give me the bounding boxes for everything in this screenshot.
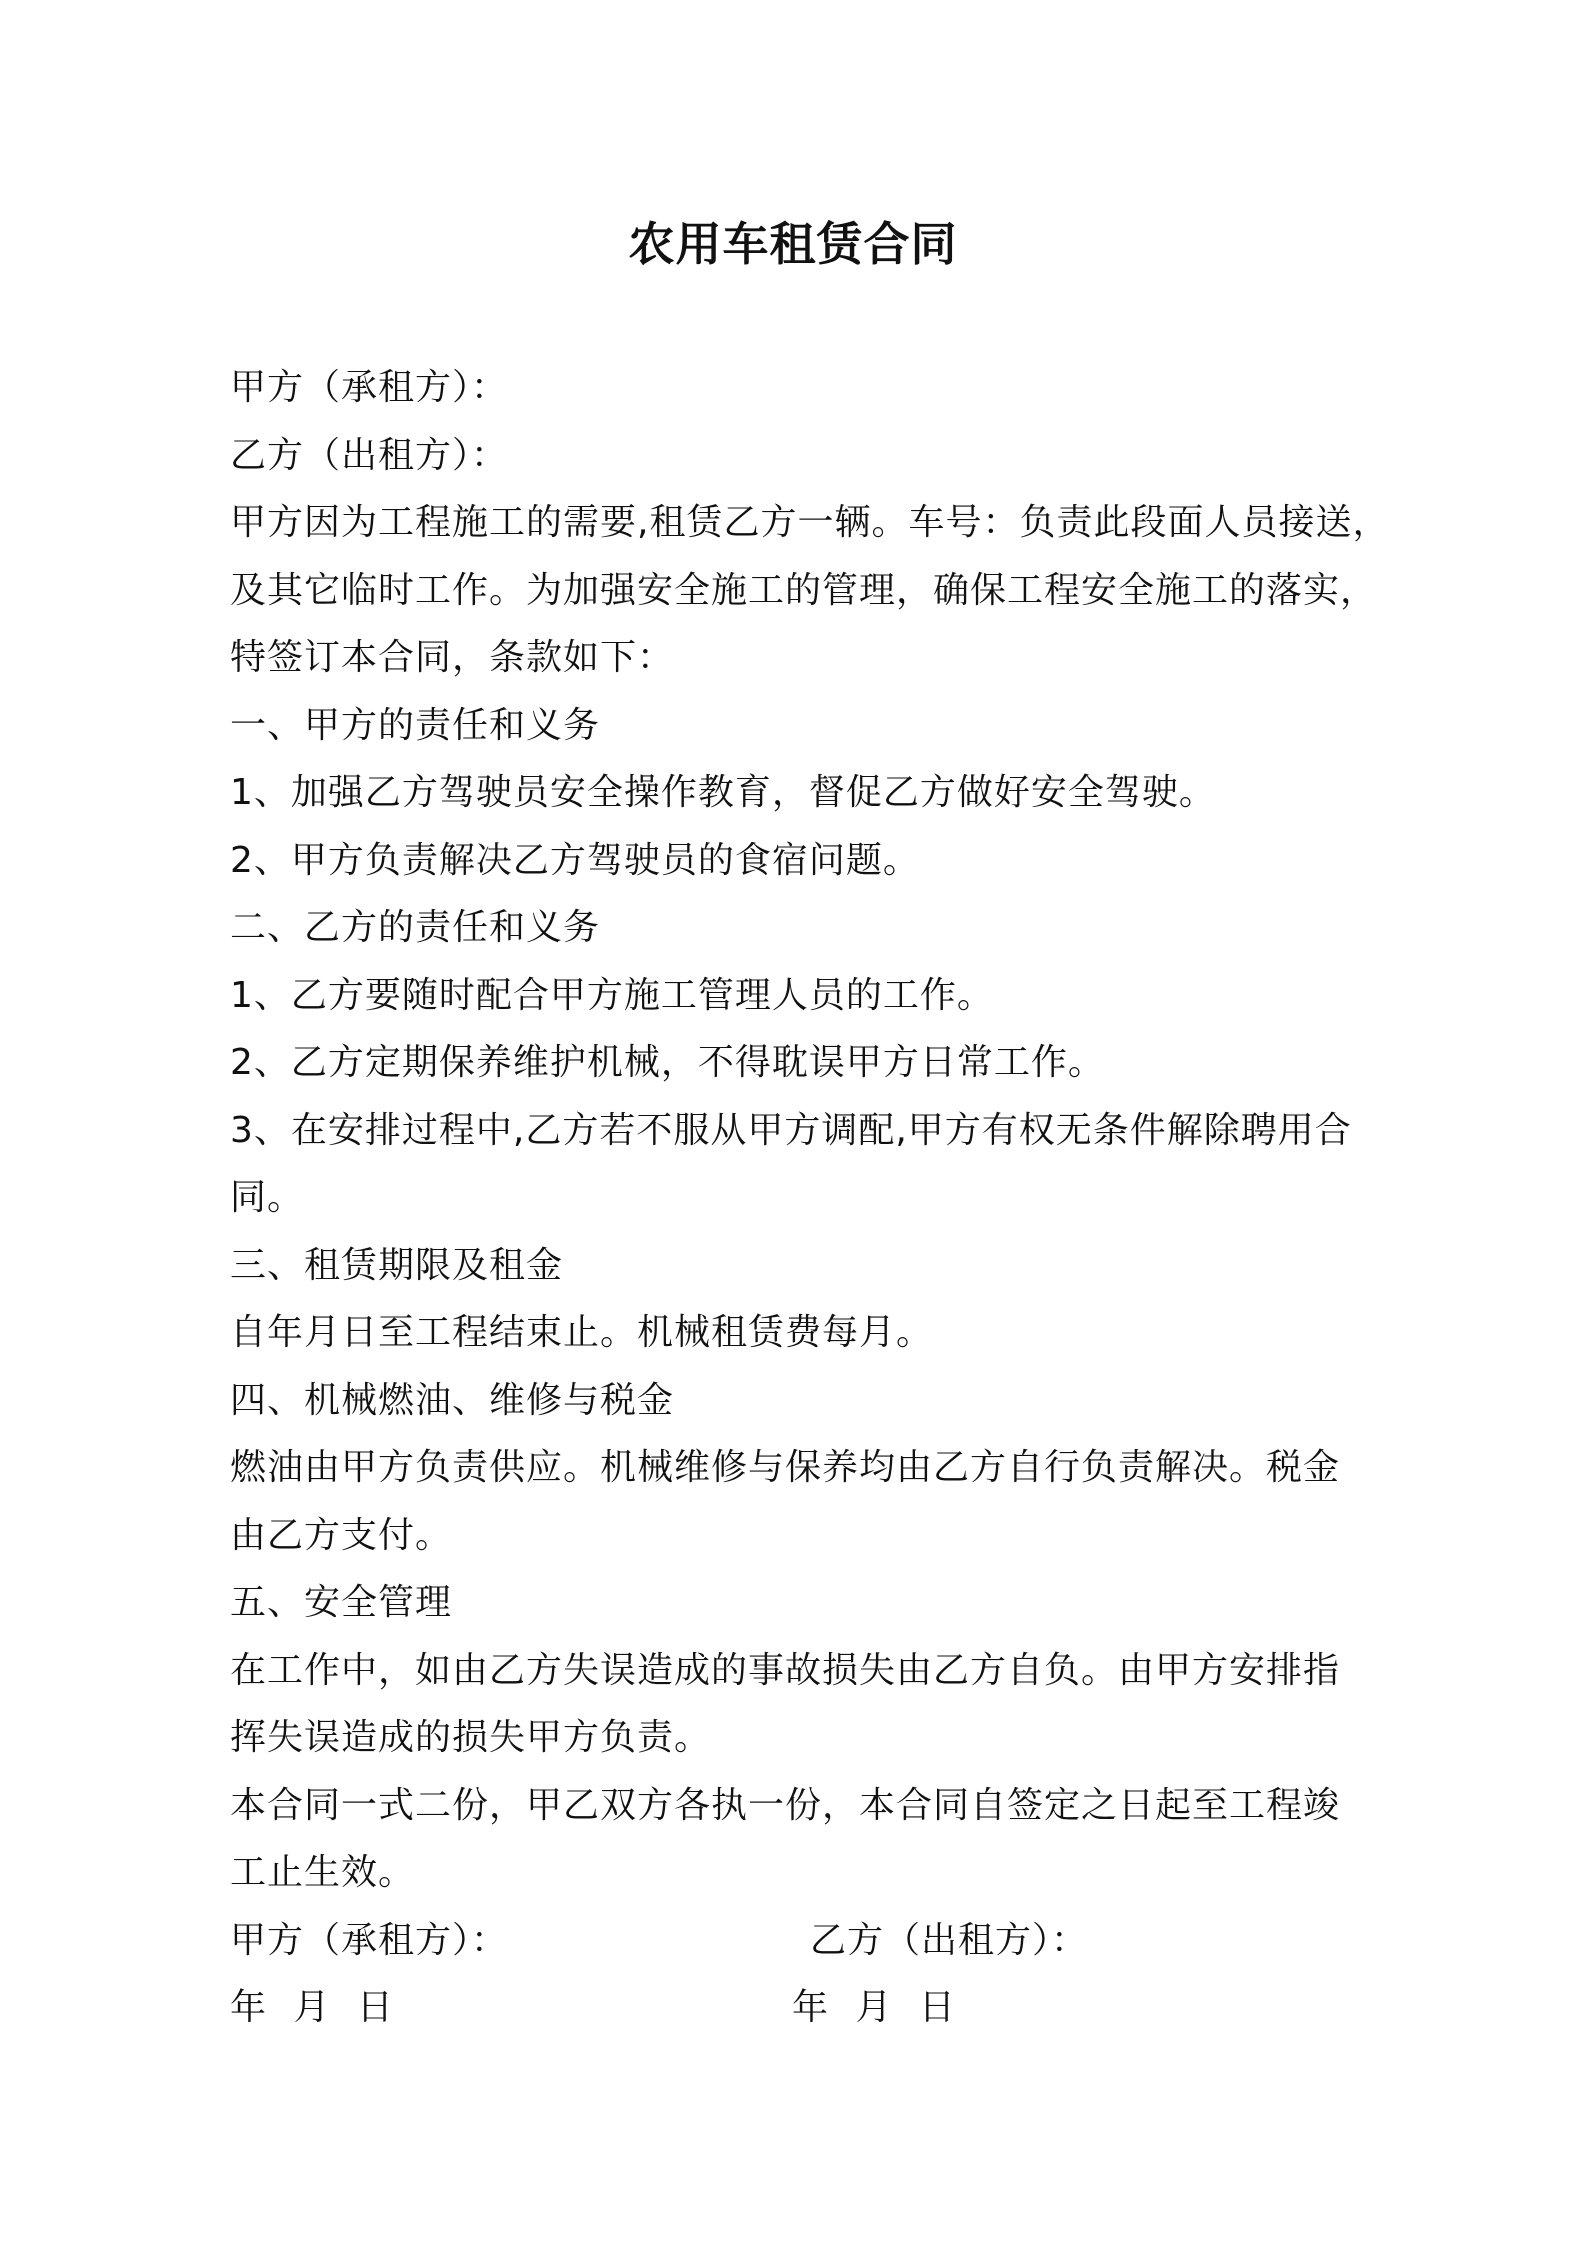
clause-line: 1、乙方要随时配合甲方施工管理人员的工作。 — [230, 974, 994, 1016]
section-heading: 二、乙方的责任和义务 — [230, 907, 601, 948]
party-a-signature-date: 年 月 日 — [230, 1987, 394, 2028]
clause-line: 2、甲方负责解决乙方驾驶员的食宿问题。 — [230, 839, 920, 881]
closing-paragraph-line: 本合同一式二份，甲乙双方各执一份，本合同自签定之日起至工程竣 — [230, 1784, 1341, 1826]
clause-line: 挥失误造成的损失甲方负责。 — [230, 1717, 712, 1758]
clause-line: 自年月日至工程结束止。机械租赁费每月。 — [230, 1312, 934, 1353]
closing-paragraph-line: 工止生效。 — [230, 1852, 416, 1893]
intro-paragraph-line: 甲方因为工程施工的需要,租赁乙方一辆。车号：负责此段面人员接送， — [230, 502, 1390, 543]
clause-line: 燃油由甲方负责供应。机械维修与保养均由乙方自行负责解决。税金 — [230, 1447, 1341, 1488]
clause-line: 同。 — [230, 1177, 305, 1218]
section-heading: 一、甲方的责任和义务 — [230, 704, 601, 746]
intro-paragraph-line: 特签订本合同，条款如下： — [230, 637, 675, 678]
section-heading: 四、机械燃油、维修与税金 — [230, 1379, 675, 1421]
clause-line: 由乙方支付。 — [230, 1514, 453, 1556]
clause-line: 在工作中，如由乙方失误造成的事故损失由乙方自负。由甲方安排指 — [230, 1649, 1341, 1691]
contract-body — [230, 354, 1390, 2042]
document-title: 农用车租赁合同 — [628, 217, 958, 271]
party-b-line: 乙方（出租方）： — [230, 434, 509, 476]
clause-line: 1、加强乙方驾驶员安全操作教育，督促乙方做好安全驾驶。 — [230, 772, 1216, 813]
party-b-signature-label: 乙方（出租方）： — [810, 1919, 1089, 1961]
signature-date-row — [230, 1974, 1370, 2042]
party-a-line: 甲方（承租方）： — [230, 367, 509, 408]
signature-row — [230, 1907, 1370, 1975]
clause-line: 3、在安排过程中,乙方若不服从甲方调配,甲方有权无条件解除聘用合 — [230, 1109, 1352, 1151]
party-a-signature-label: 甲方（承租方）： — [230, 1919, 509, 1961]
party-b-signature-date: 年 月 日 — [792, 1987, 956, 2028]
section-heading: 五、安全管理 — [230, 1582, 453, 1623]
section-heading: 三、租赁期限及租金 — [230, 1244, 564, 1286]
intro-paragraph-line: 及其它临时工作。为加强安全施工的管理，确保工程安全施工的落实， — [230, 569, 1378, 611]
clause-line: 2、乙方定期保养维护机械，不得耽误甲方日常工作。 — [230, 1042, 1105, 1083]
